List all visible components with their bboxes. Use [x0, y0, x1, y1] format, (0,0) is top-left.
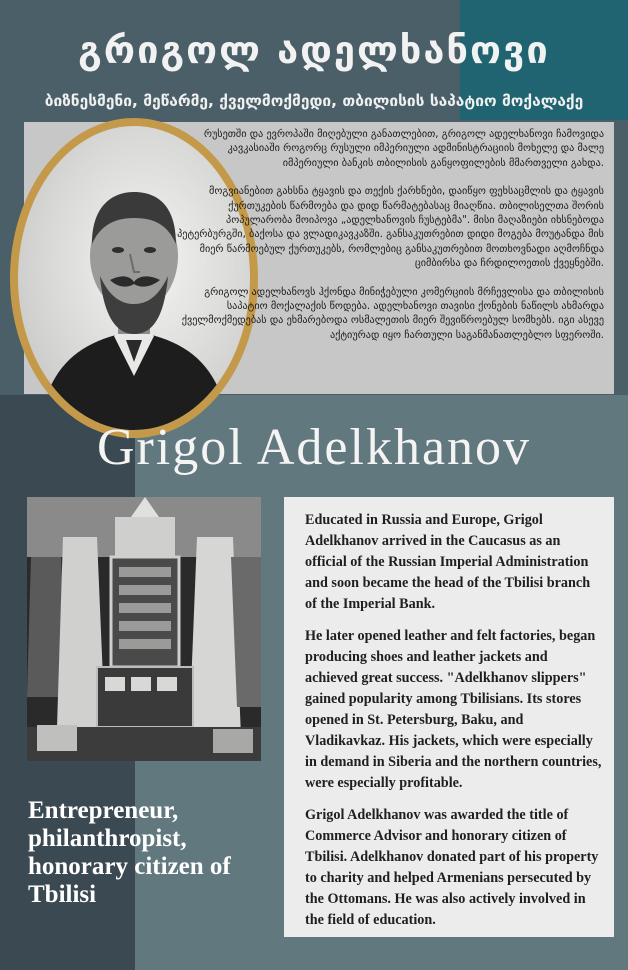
- georgian-paragraph: გრიგოლ ადელხანოვს ჰქონდა მინიჭებული კომერციის მრჩევლისა და თბილისის საპატიო მოქალაქის წოდება. ადელხანოვი თავისი ქონების ნაწილს ახმარდა ქველმოქმედებას და ეხმარებოდა ოსმალეთის მიერ შევიწროებულ სომხებს. იგი ასევე აქტიურად იყო ჩართული საგანმანათლებლო სფეროში.: [181, 286, 604, 341]
- georgian-biography: [176, 128, 604, 357]
- english-paragraph: Grigol Adelkhanov was awarded the title of Commerce Advisor and honorary citizen of Tbilisi. Adelkhanov donated part of his property to charity and helped Armenians persecuted by the Ottomans. He was also actively involved in the field of education.: [305, 807, 599, 928]
- georgian-paragraph: რუსეთში და ევროპაში მიღებული განათლებით, გრიგოლ ადელხანოვი ჩამოვიდა კავკასიაში როგორც რუსული იმპერიული ადმინისტრაციის მოხელე და მალე იმპერიული ბანკის თბილისის განყოფილების მმართველი გახდა.: [203, 129, 604, 169]
- english-paragraph: He later opened leather and felt factories, began producing shoes and leather jackets and achieved great success. "Adelkhanov slippers" gained popularity among Tbilisians. Its stores opened in St. Petersburg, Baku, and Vladikavkaz. His jackets, which were especially in demand in Siberia and the northern countries, were especially profitable.: [305, 628, 602, 791]
- shop-photo-illustration: [27, 497, 261, 761]
- georgian-subtitle: ბიზნესმენი, მეწარმე, ქველმოქმედი, თბილისის საპატიო მოქალაქე: [44, 92, 584, 110]
- georgian-paragraph: მოგვიანებით გახსნა ტყავის და თექის ქარხნები, დაიწყო ფეხსაცმლის და ტყავის ქურთუკების წარმოება და დიდ წარმატებასაც მიაღწია. თბილისელთა შორის პოპულარობა მოიპოვა „ადელხანოვის ჩუსტებმა". მისი მაღაზიები იხსნებოდა პეტერბურგში, ბაქოსა და ვლადიკავკაზში. განსაკუთრებით დიდი მოგება მოუტანდა მის მიერ წარმოებულ ქურთუკებს, რომლებიც განსაკუთრებით მოთხოვნადი აღმოჩნდა ციმბირსა და ჩრდილოეთის ქვეყნებში.: [177, 186, 604, 270]
- historic-shop-display-photo: [27, 497, 261, 761]
- georgian-title: გრიგოლ ადელხანოვი: [78, 28, 550, 72]
- english-biography: [305, 510, 603, 942]
- english-name-heading: Grigol Adelkhanov: [96, 419, 532, 476]
- english-role-caption: Entrepreneur, philanthropist, honorary citizen of Tbilisi: [28, 797, 231, 908]
- english-paragraph: Educated in Russia and Europe, Grigol Adelkhanov arrived in the Caucasus as an official of the Russian Imperial Administration and soon became the head of the Tbilisi branch of the Imperial Bank.: [305, 512, 591, 612]
